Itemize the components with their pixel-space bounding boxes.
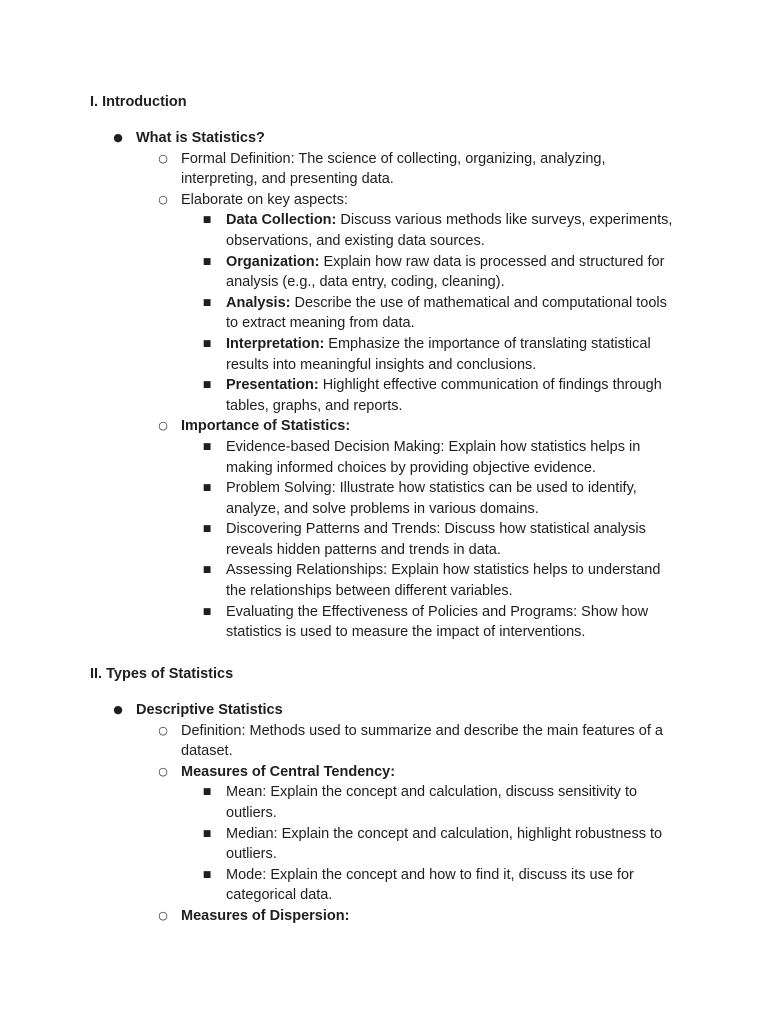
hollow-bullet-icon: ○ [158,192,168,206]
square-bullet-icon: ■ [202,828,212,839]
list-item [0,782,681,823]
list-item-bold-label: Importance of Statistics: [181,418,351,435]
list-item [0,824,681,865]
square-bullet-icon: ■ [202,297,212,308]
filled-bullet-icon: ● [113,703,123,716]
list-item [0,252,681,293]
list-item-text: Formal Definition: The science of collecting, organizing, analyzing, interpreting, and presenting data. [181,150,606,188]
list-item [0,190,677,211]
list-item-text: Median: Explain the concept and calculation, highlight robustness to outliers. [226,825,663,863]
list-item-text: Mode: Explain the concept and how to find it, discuss its use for categorical data. [226,866,634,904]
list-item-bold-label: Descriptive Statistics [136,702,283,718]
list-item [0,700,676,721]
list-item-text: Highlight effective communication of findings through tables, graphs, and reports. [226,377,662,414]
list-item [0,602,681,643]
list-item-text: Describe the use of mathematical and computational tools to extract meaning from data. [226,294,667,332]
list-item [0,478,681,519]
list-item [0,416,677,437]
list-item [0,762,677,783]
list-item-bold-label: What is Statistics? [136,130,265,146]
list-item-text: Evidence-based Decision Making: Explain how statistics helps in making informed choices by providing objective evidence. [226,438,641,476]
list-item-text: Explain how raw data is processed and structured for analysis (e.g., data entry, coding, cleaning). [226,253,665,291]
square-bullet-icon: ■ [202,787,212,798]
list-item [0,906,677,927]
square-bullet-icon: ■ [202,524,212,535]
list-item-text: Elaborate on key aspects: [181,191,348,208]
square-bullet-icon: ■ [202,338,212,349]
list-item [0,519,681,560]
list-item-bold-label: Organization: [226,253,320,270]
list-item-text: Mean: Explain the concept and calculation, discuss sensitivity to outliers. [226,784,638,821]
list-item-text: Assessing Relationships: Explain how statistics helps to understand the relationships between different variables. [226,562,661,600]
list-item [0,375,681,416]
list-item-text: Problem Solving: Illustrate how statistics can be used to identify, analyze, and solve problems in various domains. [226,480,637,517]
square-bullet-icon: ■ [202,256,212,267]
list-item-bold-label: Measures of Central Tendency: [181,763,396,780]
list-item [0,149,677,190]
list-item [0,865,681,906]
outline-list-introduction [0,128,768,643]
section-heading-types-of-statistics: II. Types of Statistics [90,666,234,682]
list-item [0,437,681,478]
list-item [0,210,681,251]
hollow-bullet-icon: ○ [158,723,168,737]
list-item-text: Discuss various methods like surveys, experiments, observations, and existing data sources. [226,212,673,249]
square-bullet-icon: ■ [202,380,212,391]
filled-bullet-icon: ● [113,131,123,144]
outline-list-types-of-statistics [0,700,768,927]
square-bullet-icon: ■ [202,606,212,617]
section-heading-introduction: I. Introduction [90,94,187,110]
list-item-bold-label: Data Collection: [226,212,337,229]
list-item-text: Definition: Methods used to summarize and describe the main features of a dataset. [181,722,663,760]
list-item-bold-label: Analysis: [226,294,291,311]
list-item-text: Emphasize the importance of translating statistical results into meaningful insights and conclusions. [226,335,651,373]
hollow-bullet-icon: ○ [158,908,168,922]
square-bullet-icon: ■ [202,483,212,494]
list-item-text: Discovering Patterns and Trends: Discuss how statistical analysis reveals hidden patterns and trends in data. [226,521,646,558]
square-bullet-icon: ■ [202,869,212,880]
list-item-text: Evaluating the Effectiveness of Policies and Programs: Show how statistics is used to measure the impact of interventions. [226,603,649,641]
square-bullet-icon: ■ [202,215,212,226]
list-item-bold-label: Presentation: [226,377,319,394]
list-item-bold-label: Measures of Dispersion: [181,907,350,924]
list-item [0,293,681,334]
hollow-bullet-icon: ○ [158,764,168,778]
square-bullet-icon: ■ [202,441,212,452]
list-item [0,128,676,149]
list-item [0,334,681,375]
hollow-bullet-icon: ○ [158,419,168,433]
list-item-bold-label: Interpretation: [226,335,325,352]
square-bullet-icon: ■ [202,565,212,576]
list-item [0,721,677,762]
hollow-bullet-icon: ○ [158,151,168,165]
list-item [0,560,681,601]
